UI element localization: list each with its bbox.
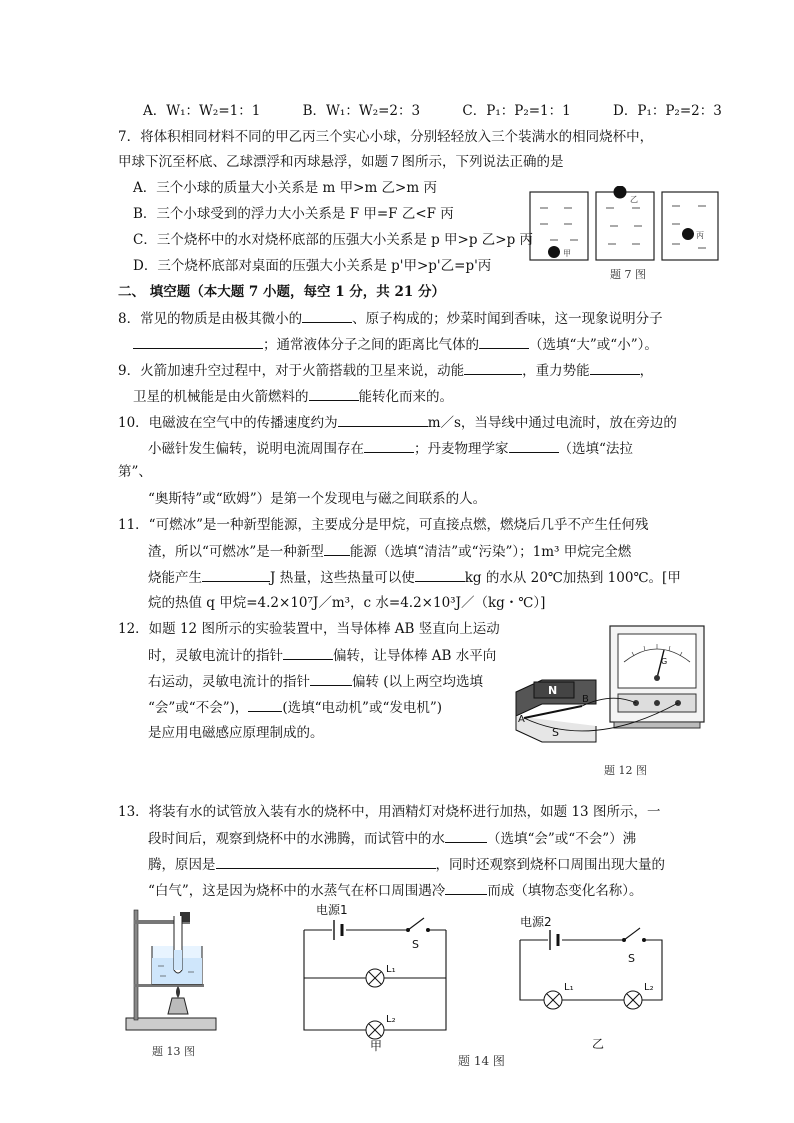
ball-jia bbox=[548, 246, 560, 258]
q11-line-1: 11．“可燃冰”是一种新型能源，主要成分是甲烷，可直接点燃，燃烧后几乎不产生任何残 bbox=[118, 517, 649, 533]
label-bing: 丙 bbox=[696, 231, 704, 240]
q12-figure bbox=[512, 622, 712, 752]
q11-line-4: 烷的热值 q 甲烷=4.2×10⁷J／m³，c 水=4.2×10³J／（kg・℃）] bbox=[148, 595, 546, 611]
q13-blank-3[interactable] bbox=[445, 880, 487, 895]
q6-choice-c: C．P₁：P₂=1：1 bbox=[462, 103, 571, 119]
q10-blank-3[interactable] bbox=[509, 438, 559, 453]
q12-blank-2[interactable] bbox=[310, 671, 352, 686]
q10-line-1: 10．电磁波在空气中的传播速度约为 m／s，当导线中通过电流时，放在旁边的 bbox=[118, 412, 677, 433]
q9-blank-3[interactable] bbox=[309, 386, 359, 401]
ball-bing bbox=[682, 228, 694, 240]
q12-caption: 题 12 图 bbox=[604, 764, 647, 777]
label-jia: 甲 bbox=[563, 249, 571, 258]
label-yi: 乙 bbox=[630, 195, 638, 204]
source1-label: 电源1 bbox=[316, 903, 348, 917]
svg-text:S: S bbox=[412, 938, 419, 951]
q8-blank-1[interactable] bbox=[302, 308, 352, 323]
section-2-heading: 二、 填空题（本大题 7 小题，每空 1 分，共 21 分） bbox=[118, 284, 445, 300]
q12-line-4: “会”或“不会”)， (选填“电动机”或“发电机”) bbox=[148, 697, 442, 718]
q13-blank-1[interactable] bbox=[445, 828, 487, 843]
q11-blank-3[interactable] bbox=[415, 567, 465, 582]
q10-line-3: 第”、 bbox=[118, 464, 152, 480]
q14-circuit-jia bbox=[296, 902, 456, 1052]
q6-choice-b: B．W₁：W₂=2：3 bbox=[302, 103, 421, 119]
svg-text:B: B bbox=[582, 694, 589, 705]
q7-option-b: B．三个小球受到的浮力大小关系是 F 甲=F 乙<F 丙 bbox=[133, 206, 454, 222]
q11-blank-1[interactable] bbox=[324, 541, 350, 556]
q12-blank-1[interactable] bbox=[283, 645, 333, 660]
ball-yi bbox=[614, 186, 627, 199]
q6-choice-d: D．P₁：P₂=2：3 bbox=[613, 103, 722, 119]
svg-text:甲: 甲 bbox=[370, 1039, 383, 1052]
q8-blank-2[interactable] bbox=[133, 334, 263, 349]
q13-caption: 题 13 图 bbox=[152, 1045, 195, 1058]
q12-line-5: 是应用电磁感应原理制成的。 bbox=[148, 725, 324, 741]
q6-choices bbox=[143, 101, 760, 121]
q7-stem-1: 7．将体积相同材料不同的甲乙丙三个实心小球，分别轻轻放入三个装满水的相同烧杯中， bbox=[118, 129, 654, 145]
q7-caption: 题 7 图 bbox=[610, 268, 646, 281]
q7-figure bbox=[528, 186, 720, 264]
q8-line-1: 8．常见的物质是由极其微小的 、原子构成的；炒菜时闻到香味，这一现象说明分子 bbox=[118, 308, 663, 329]
svg-text:L₂: L₂ bbox=[386, 1014, 396, 1025]
svg-text:N: N bbox=[548, 684, 558, 697]
svg-text:L₂: L₂ bbox=[644, 982, 654, 993]
q13-line-1: 13．将装有水的试管放入装有水的烧杯中，用酒精灯对烧杯进行加热，如题 13 图所示，一 bbox=[118, 804, 661, 820]
source2-label: 电源2 bbox=[520, 915, 552, 929]
q7-option-d: D．三个烧杯底部对桌面的压强大小关系是 p'甲>p'乙=p'丙 bbox=[133, 258, 492, 274]
q9-line-2: 卫星的机械能是由火箭燃料的 能转化而来的。 bbox=[133, 386, 453, 407]
q12-line-1: 12．如题 12 图所示的实验装置中，当导体棒 AB 竖直向上运动 bbox=[118, 621, 500, 637]
q13-figure bbox=[124, 906, 220, 1036]
q12-line-3: 右运动，灵敏电流计的指针 偏转 (以上两空均选填 bbox=[148, 671, 483, 692]
q11-line-3: 烧能产生 J 热量，这些热量可以使 kg 的水从 20℃加热到 100℃。[甲 bbox=[148, 567, 681, 588]
q8-line-2: ；通常液体分子之间的距离比气体的 （选填“大”或“小”）。 bbox=[133, 334, 658, 355]
q10-line-4: “奥斯特”或“欧姆”）是第一个发现电与磁之间联系的人。 bbox=[148, 491, 487, 507]
q14-caption: 题 14 图 bbox=[458, 1054, 505, 1068]
q11-line-2: 渣，所以“可燃冰”是一种新型 能源（选填“清洁”或“污染”）；1m³ 甲烷完全燃 bbox=[148, 541, 631, 562]
q8-blank-3[interactable] bbox=[479, 334, 529, 349]
q7-option-a: A．三个小球的质量大小关系是 m 甲>m 乙>m 丙 bbox=[133, 180, 437, 196]
q13-blank-2[interactable] bbox=[216, 854, 436, 869]
q11-blank-2[interactable] bbox=[202, 567, 270, 582]
q13-line-2: 段时间后，观察到烧杯中的水沸腾，而试管中的水 （选填“会”或“不会”）沸 bbox=[148, 828, 636, 849]
svg-text:L₁: L₁ bbox=[564, 982, 574, 993]
q10-blank-1[interactable] bbox=[338, 412, 428, 427]
svg-text:S: S bbox=[628, 952, 635, 965]
q10-line-2: 小磁针发生偏转，说明电流周围存在 ；丹麦物理学家 （选填“法拉 bbox=[148, 438, 633, 459]
q13-line-3: 腾，原因是 ，同时还观察到烧杯口周围出现大量的 bbox=[148, 854, 665, 875]
q13-line-4: “白气”，这是因为烧杯中的水蒸气在杯口周围遇冷 而成（填物态变化名称）。 bbox=[148, 880, 643, 901]
q12-line-2: 时，灵敏电流计的指针 偏转，让导体棒 AB 水平向 bbox=[148, 645, 496, 666]
q10-blank-2[interactable] bbox=[364, 438, 414, 453]
svg-text:G: G bbox=[661, 657, 668, 666]
q7-option-c: C．三个烧杯中的水对烧杯底部的压强大小关系是 p 甲>p 乙>p 丙 bbox=[133, 232, 534, 248]
q6-choice-a: A．W₁：W₂=1：1 bbox=[143, 103, 261, 119]
q14-circuit-yi bbox=[512, 912, 672, 1052]
q9-line-1: 9．火箭加速升空过程中，对于火箭搭载的卫星来说，动能 ，重力势能 ， bbox=[118, 360, 653, 381]
q7-stem-2: 甲球下沉至杯底、乙球漂浮和丙球悬浮，如题７图所示，下列说法正确的是 bbox=[118, 154, 564, 170]
svg-text:L₁: L₁ bbox=[386, 964, 396, 975]
svg-text:A: A bbox=[518, 714, 525, 725]
q9-blank-1[interactable] bbox=[464, 360, 522, 375]
q12-blank-3[interactable] bbox=[248, 697, 282, 712]
q9-blank-2[interactable] bbox=[590, 360, 640, 375]
svg-text:乙: 乙 bbox=[592, 1037, 605, 1051]
svg-text:S: S bbox=[552, 726, 559, 739]
